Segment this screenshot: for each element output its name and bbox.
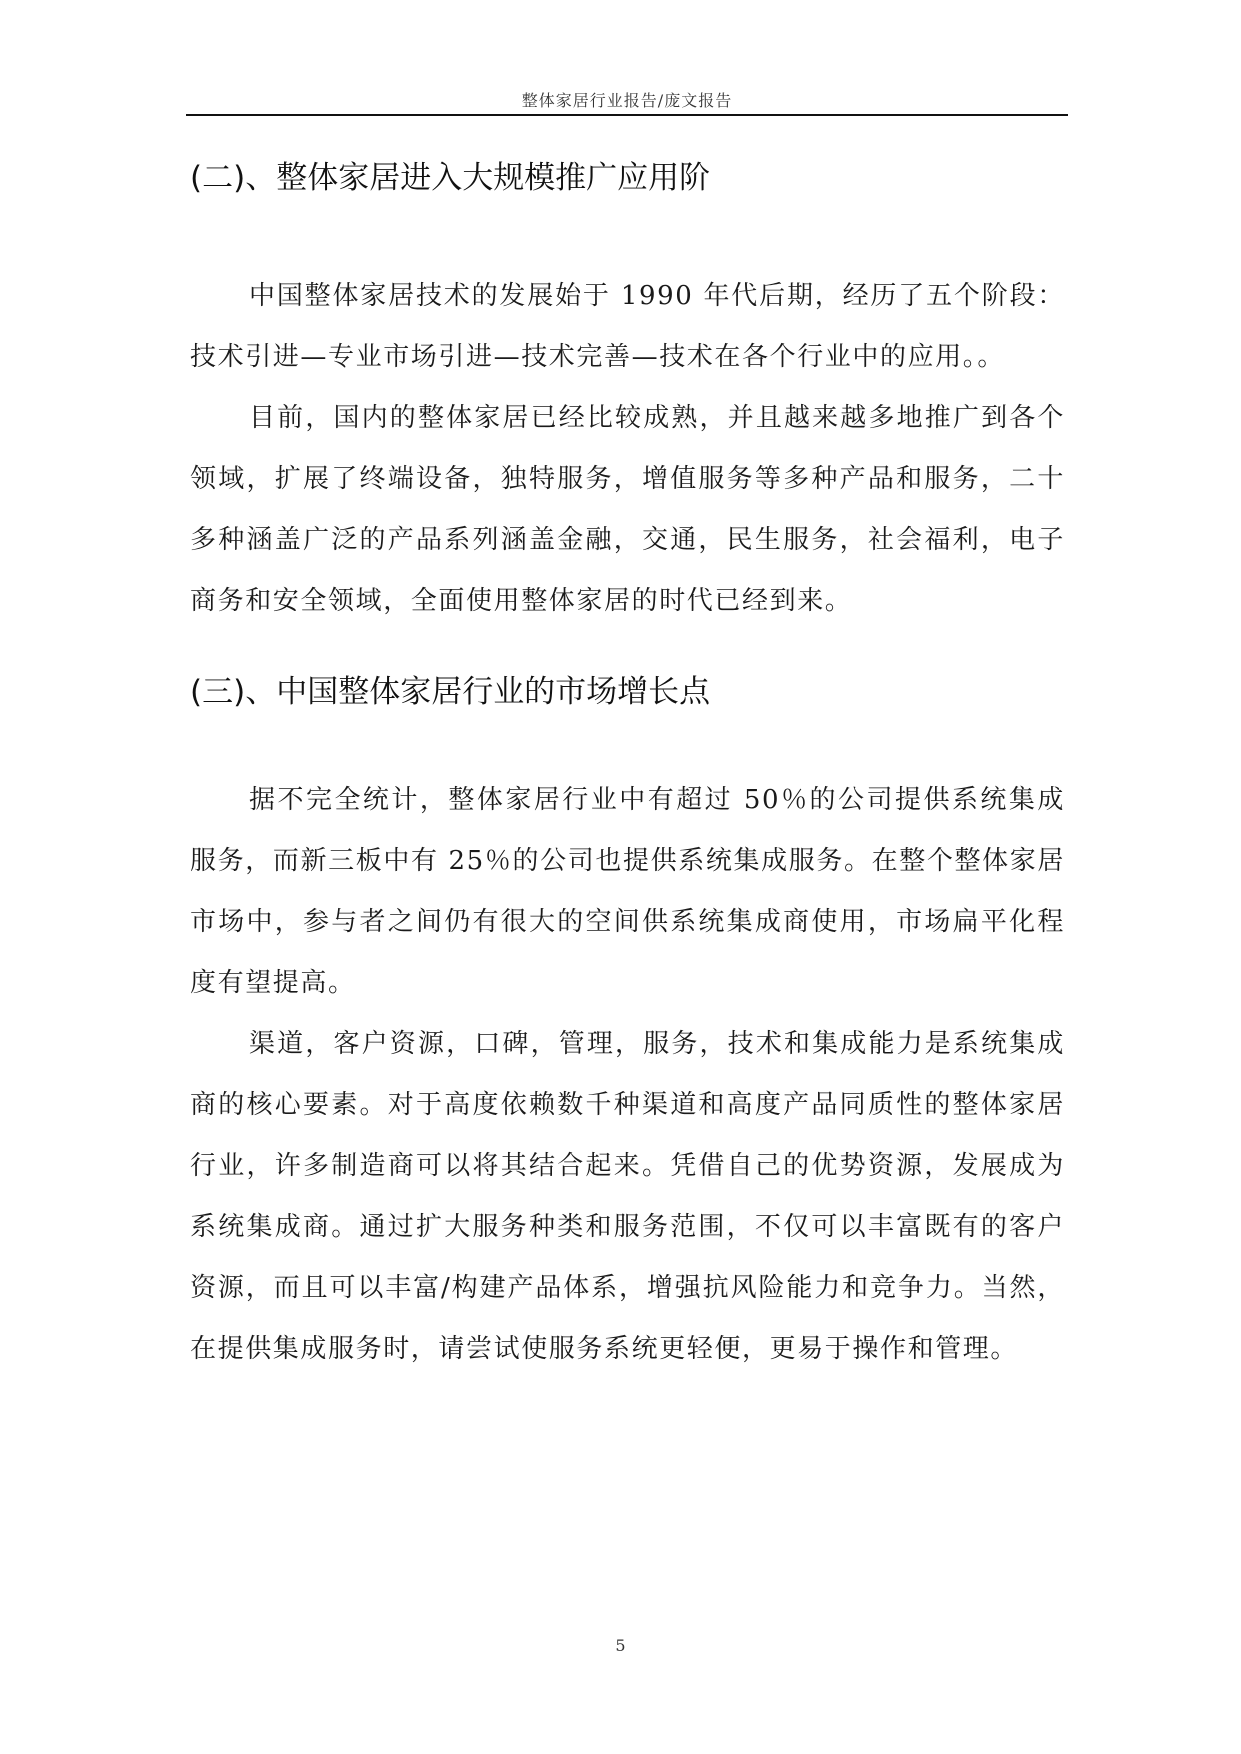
header-divider — [186, 114, 1068, 116]
paragraph: 中国整体家居技术的发展始于 1990 年代后期，经历了五个阶段：技术引进—专业市场引进—技术完善—技术在各个行业中的应用。。 — [190, 281, 1065, 372]
running-header: 整体家居行业报告/庞文报告 — [521, 91, 733, 110]
page-number: 5 — [615, 1636, 626, 1655]
section-heading-3: (三)、中国整体家居行业的市场增长点 — [190, 674, 711, 710]
paragraph: 据不完全统计，整体家居行业中有超过 50％的公司提供系统集成服务，而新三板中有 25％的公司也提供系统集成服务。在整个整体家居市场中，参与者之间仍有很大的空间供系统集成商使用，市场扁平化程度有望提高。 — [190, 785, 1065, 998]
page-body — [190, 156, 1065, 1380]
section-heading-2: (二)、整体家居进入大规模推广应用阶 — [190, 160, 711, 196]
paragraph: 目前，国内的整体家居已经比较成熟，并且越来越多地推广到各个领域，扩展了终端设备，独特服务，增值服务等多种产品和服务，二十多种涵盖广泛的产品系列涵盖金融，交通，民生服务，社会福利，电子商务和安全领域，全面使用整体家居的时代已经到来。 — [190, 403, 1065, 616]
paragraph: 渠道，客户资源，口碑，管理，服务，技术和集成能力是系统集成商的核心要素。对于高度依赖数千种渠道和高度产品同质性的整体家居行业，许多制造商可以将其结合起来。凭借自己的优势资源，发展成为系统集成商。通过扩大服务种类和服务范围，不仅可以丰富既有的客户资源，而且可以丰富/构建产品体系，增强抗风险能力和竞争力。当然，在提供集成服务时，请尝试使服务系统更轻便，更易于操作和管理。 — [190, 1029, 1065, 1364]
